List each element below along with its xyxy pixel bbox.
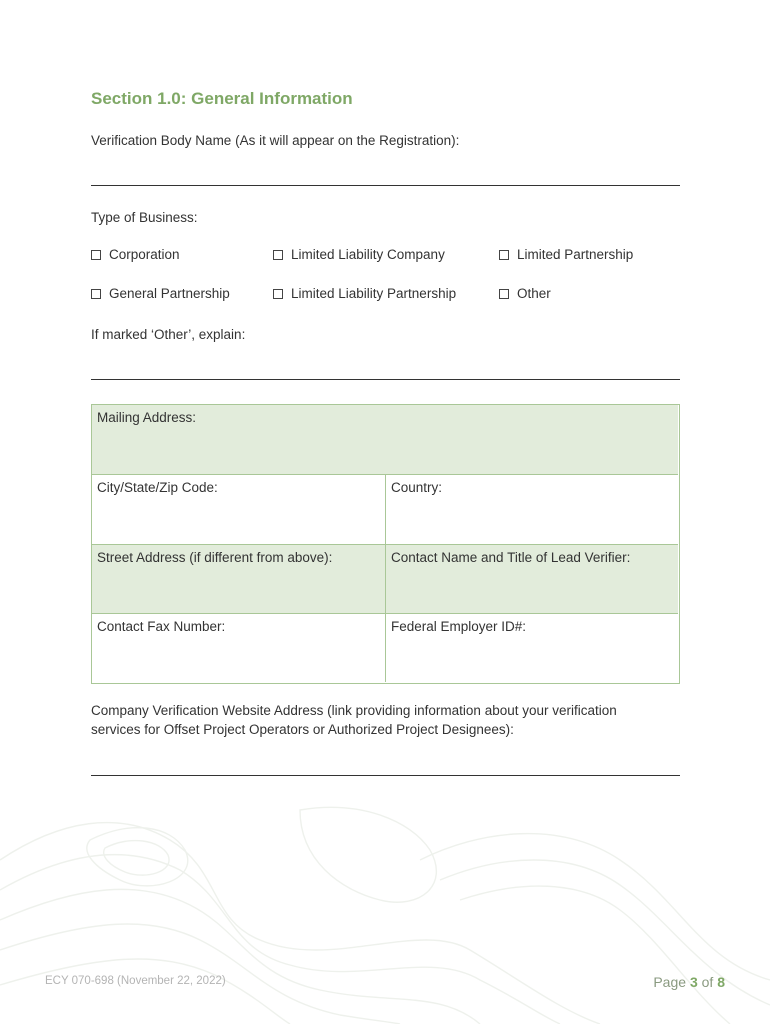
checkbox-other[interactable] bbox=[499, 286, 551, 301]
checkbox-corporation[interactable] bbox=[91, 247, 180, 262]
other-explain-label: If marked ‘Other’, explain: bbox=[91, 327, 246, 342]
federal-employer-id-cell[interactable] bbox=[386, 614, 678, 682]
contact-name-cell[interactable] bbox=[386, 545, 678, 614]
street-address-cell[interactable] bbox=[92, 545, 386, 614]
topographic-background-decoration bbox=[0, 800, 770, 1024]
page-word: Page bbox=[653, 974, 687, 990]
checkbox-label: Limited Liability Company bbox=[291, 247, 445, 262]
website-address-field[interactable] bbox=[91, 775, 680, 776]
contact-fax-label: Contact Fax Number: bbox=[97, 619, 226, 634]
city-state-zip-label: City/State/Zip Code: bbox=[97, 480, 218, 495]
checkbox-label: General Partnership bbox=[109, 286, 230, 301]
checkbox-box[interactable] bbox=[273, 250, 283, 260]
page-of: of bbox=[701, 974, 714, 990]
contact-fax-cell[interactable] bbox=[92, 614, 386, 682]
form-id: ECY 070-698 (November 22, 2022) bbox=[45, 975, 226, 987]
checkbox-label: Limited Partnership bbox=[517, 247, 634, 262]
type-of-business-label: Type of Business: bbox=[91, 210, 198, 225]
checkbox-limited-liability-partnership[interactable] bbox=[273, 286, 456, 301]
country-cell[interactable] bbox=[386, 475, 678, 545]
mailing-address-label: Mailing Address: bbox=[97, 410, 197, 425]
checkbox-box[interactable] bbox=[91, 289, 101, 299]
page-number bbox=[653, 974, 725, 990]
page-total: 8 bbox=[717, 974, 725, 990]
checkbox-box[interactable] bbox=[273, 289, 283, 299]
checkbox-label: Other bbox=[517, 286, 551, 301]
checkbox-box[interactable] bbox=[499, 250, 509, 260]
verification-body-name-field[interactable] bbox=[91, 185, 680, 186]
website-label-line-1: Company Verification Website Address (link providing information about your verification bbox=[91, 703, 617, 718]
verification-body-name-label: Verification Body Name (As it will appear on the Registration): bbox=[91, 133, 460, 148]
section-title: Section 1.0: General Information bbox=[91, 89, 353, 108]
checkbox-limited-liability-company[interactable] bbox=[273, 247, 445, 262]
contact-name-label: Contact Name and Title of Lead Verifier: bbox=[391, 550, 631, 565]
checkbox-limited-partnership[interactable] bbox=[499, 247, 633, 262]
checkbox-box[interactable] bbox=[499, 289, 509, 299]
federal-employer-id-label: Federal Employer ID#: bbox=[391, 619, 527, 634]
mailing-address-cell[interactable] bbox=[92, 405, 678, 475]
checkbox-label: Corporation bbox=[109, 247, 180, 262]
checkbox-box[interactable] bbox=[91, 250, 101, 260]
city-state-zip-cell[interactable] bbox=[92, 475, 386, 545]
website-label-line-2: services for Offset Project Operators or Authorized Project Designees): bbox=[91, 722, 514, 737]
address-table bbox=[91, 404, 680, 684]
page-current: 3 bbox=[689, 974, 698, 990]
street-address-label: Street Address (if different from above): bbox=[97, 550, 333, 565]
country-label: Country: bbox=[391, 480, 443, 495]
other-explain-field[interactable] bbox=[91, 379, 680, 380]
checkbox-general-partnership[interactable] bbox=[91, 286, 230, 301]
checkbox-label: Limited Liability Partnership bbox=[291, 286, 457, 301]
